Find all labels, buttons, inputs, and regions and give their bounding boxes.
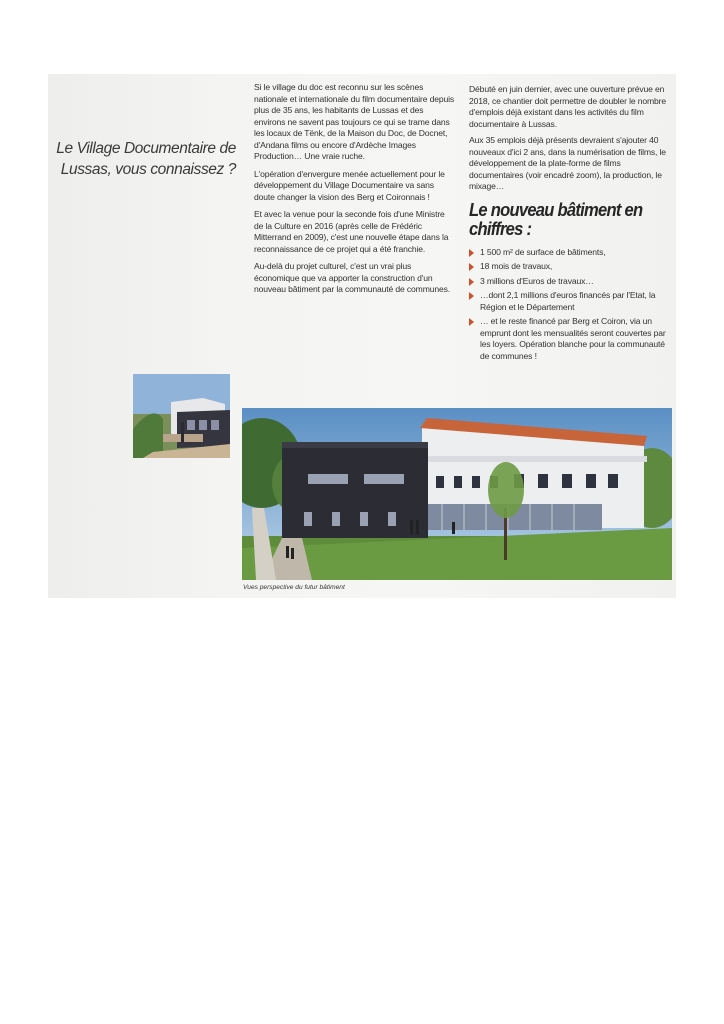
arrow-bullet-icon: [469, 318, 474, 326]
photo-caption: Vues perspective du futur bâtiment: [243, 584, 345, 591]
list-item: [469, 247, 669, 259]
arrow-bullet-icon: [469, 263, 474, 271]
paragraph: Aux 35 emplois déjà présents devraient s'ajouter 40 nouveaux d'ici 2 ans, dans la numérisation de films, le développement de la plate-forme de films documentaires (voir encadré zoom), la production, le mixage…: [469, 135, 666, 191]
building-rendering-small: [133, 374, 230, 458]
arrow-bullet-icon: [469, 278, 474, 286]
fact-text: 1 500 m² de surface de bâtiments,: [480, 246, 606, 257]
fact-text: … et le reste financé par Berg et Coiron, via un emprunt dont les mensualités seront couvertes par les loyers. Opération blanche pour la communauté de communes !: [480, 316, 666, 361]
paragraph: L'opération d'envergure menée actuellement pour le développement du Village Documentaire va sans doute changer la vision des Berg et Coironnais !: [254, 168, 445, 202]
fact-text: …dont 2,1 millions d'euros financés par l'Etat, la Région et le Département: [480, 290, 656, 312]
building-photo-small: [133, 374, 230, 458]
building-rendering-large: [242, 408, 672, 580]
article-column-right: [469, 84, 669, 365]
fact-text: 3 millions d'Euros de travaux…: [480, 275, 594, 286]
arrow-bullet-icon: [469, 249, 474, 257]
list-item: [469, 290, 669, 313]
list-item: [469, 261, 669, 273]
fact-text: 18 mois de travaux,: [480, 261, 553, 271]
paragraph: Au-delà du projet culturel, c'est un vrai plus économique que va apporter la construction d'un nouveau bâtiment par la communauté de communes.: [254, 261, 450, 294]
arrow-bullet-icon: [469, 292, 474, 300]
list-item: [469, 316, 669, 362]
building-photo-large: [242, 408, 672, 580]
facts-subheading: Le nouveau bâtiment en chiffres :: [469, 199, 643, 239]
article-headline: Le Village Documentaire de Lussas, vous connaissez ?: [56, 140, 236, 178]
paragraph: Débuté en juin dernier, avec une ouverture prévue en 2018, ce chantier doit permettre de doubler le nombre d'emplois déjà existant dans les activités du film documentaire à Lussas.: [469, 84, 666, 129]
paragraph: Et avec la venue pour la seconde fois d'une Ministre de la Culture en 2016 (après celle de Frédéric Mitterrand en 2009), c'est une nouvelle étape dans la reconnaissance de ce projet qui a été franchie.: [254, 209, 449, 254]
list-item: [469, 276, 669, 288]
article-column-middle: [254, 82, 456, 302]
paragraph: Si le village du doc est reconnu sur les scènes nationale et internationale du film documentaire depuis plus de 35 ans, les habitants de Lussas et des environs ne savent pas toujours ce qui se trame dans les locaux de Tënk, de la Maison du Doc, de Docnet, d'Andana films ou encore d'Ardèche Images Production… Une vraie ruche.: [254, 82, 455, 161]
facts-list: [469, 247, 669, 363]
